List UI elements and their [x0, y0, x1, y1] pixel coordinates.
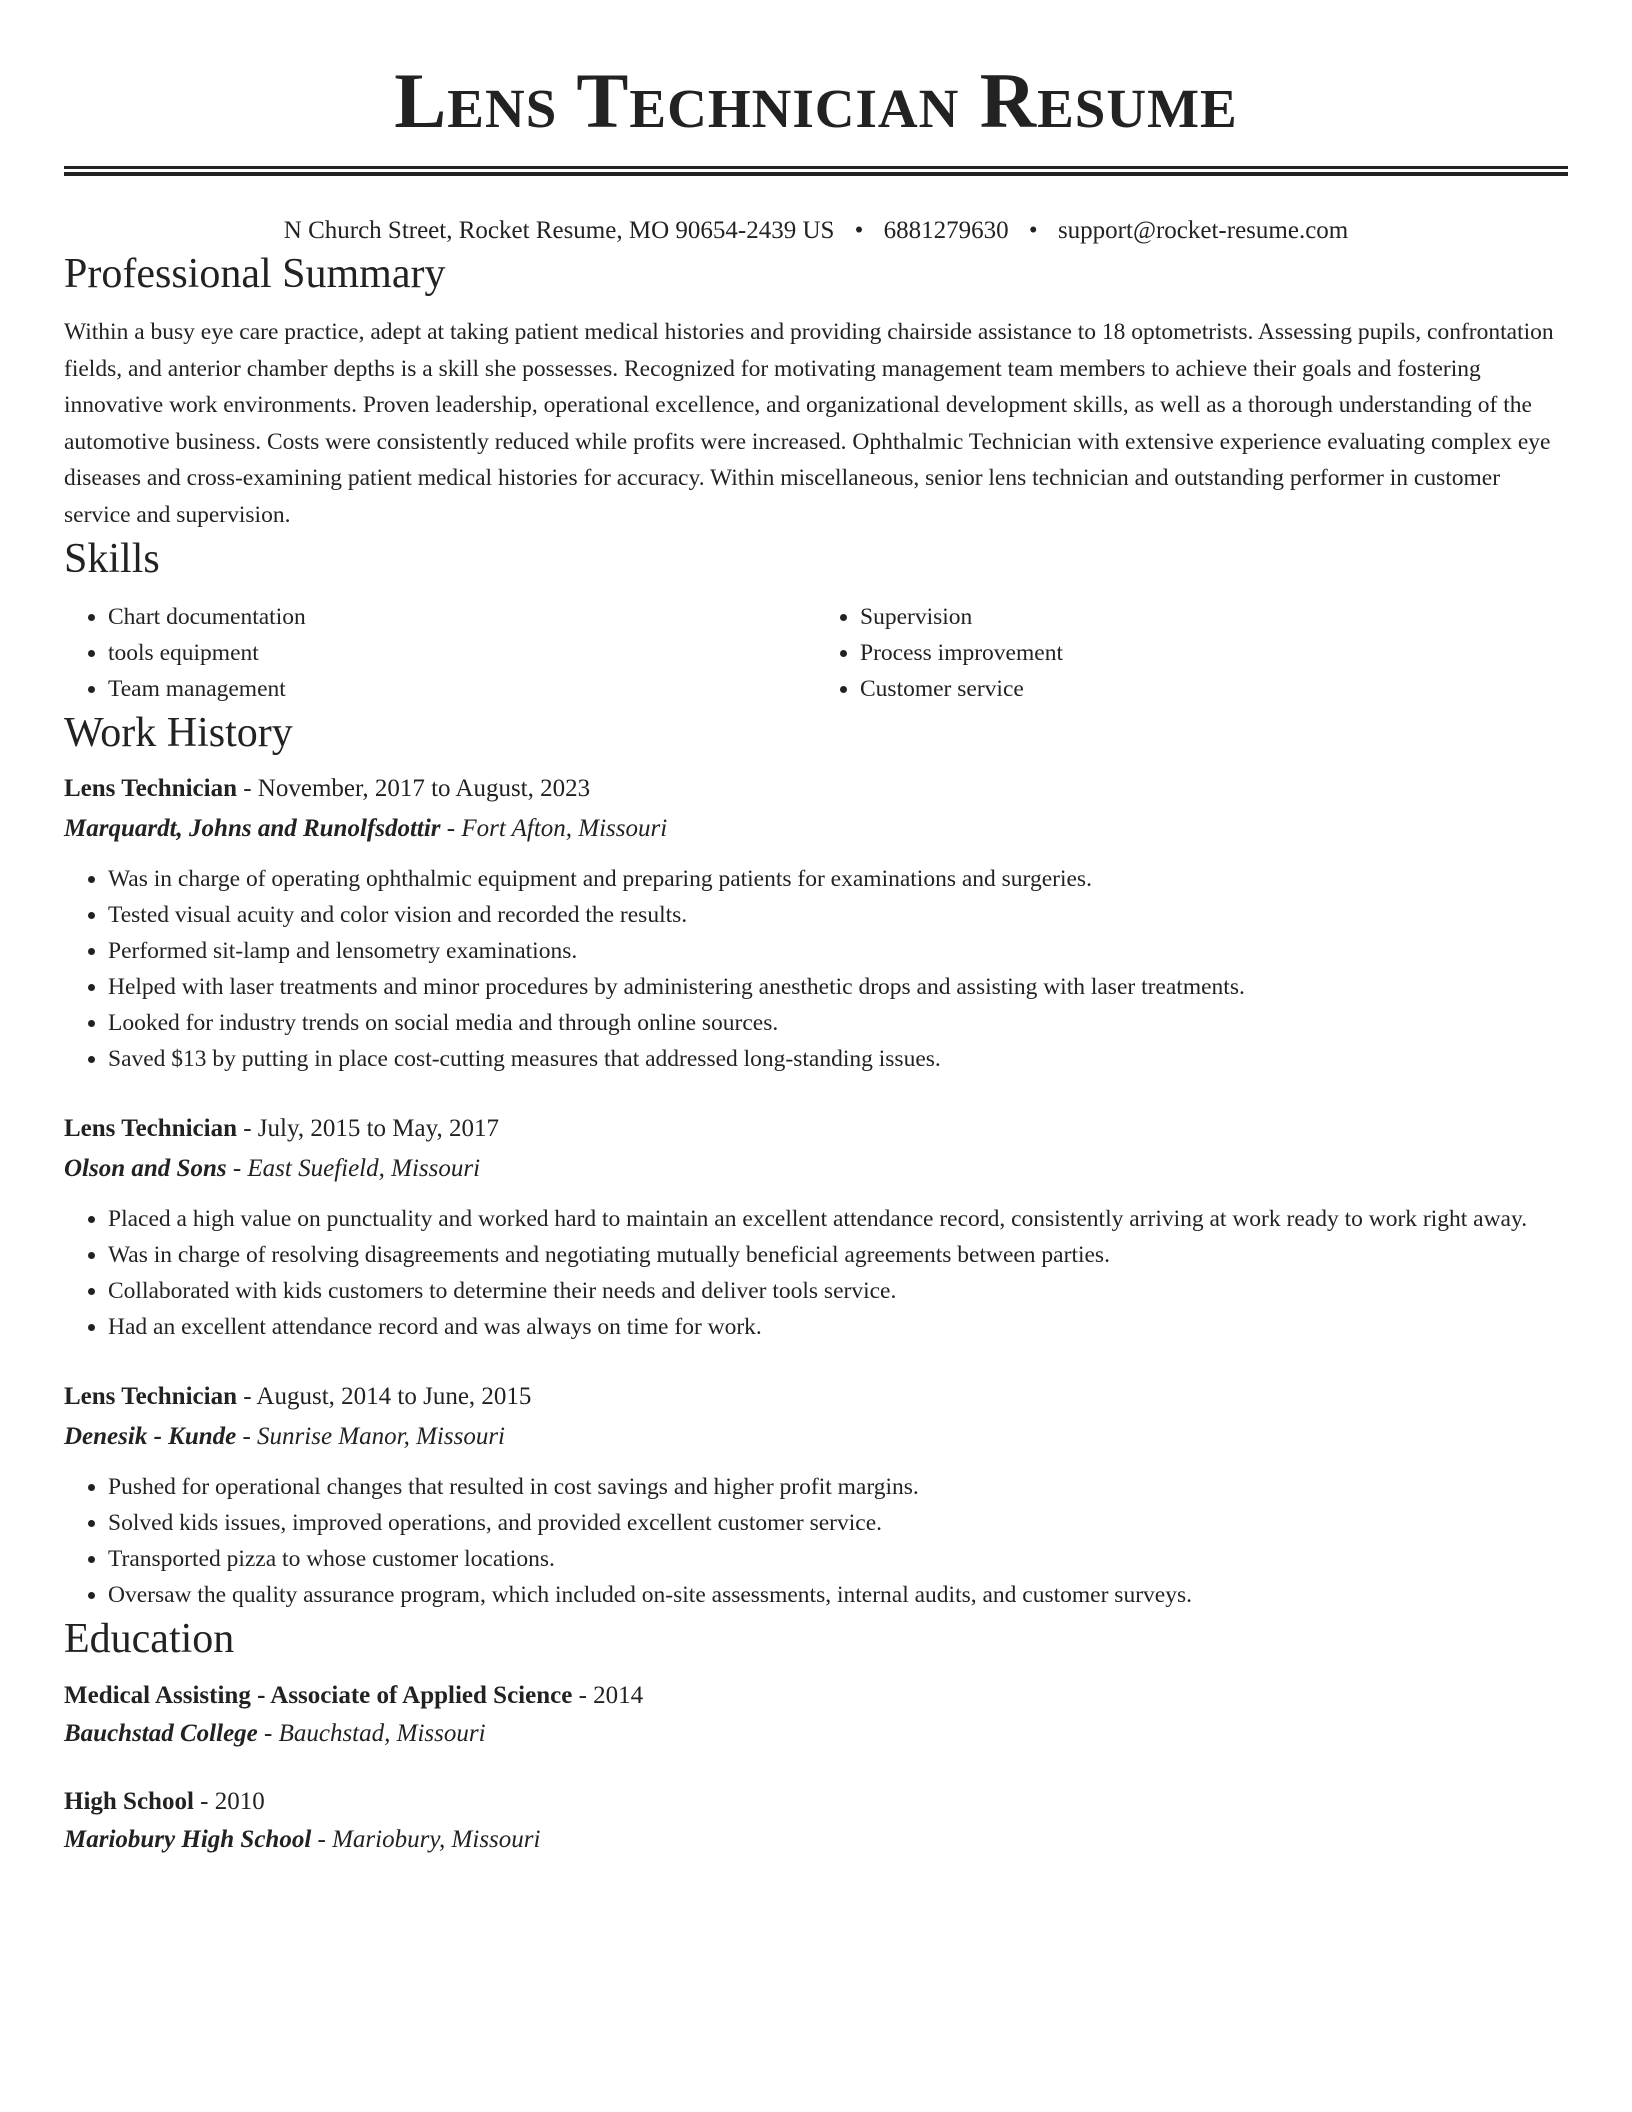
job-title-line	[64, 769, 1568, 809]
job-role: Lens Technician	[64, 1383, 237, 1410]
skill-item: • Chart documentation	[108, 599, 816, 635]
work-history-heading: Work History	[64, 710, 293, 756]
job-company-line	[64, 809, 1568, 849]
education-degree: High School	[64, 1788, 194, 1815]
contact-separator: •	[1028, 217, 1038, 244]
contact-address: N Church Street, Rocket Resume, MO 90654-2439 US	[283, 217, 835, 244]
job-location: - East Suefield, Missouri	[226, 1155, 481, 1182]
skills-column-left	[64, 599, 816, 707]
job-entry	[64, 769, 1568, 1077]
job-bullets	[64, 1201, 1568, 1345]
job-role: Lens Technician	[64, 1115, 237, 1142]
education-school-line	[64, 1715, 1568, 1753]
education-degree-line	[64, 1677, 1568, 1715]
job-bullet: • Pushed for operational changes that resulted in cost savings and higher profit margins.	[108, 1469, 1568, 1505]
job-company: Denesik - Kunde	[64, 1423, 237, 1450]
education-degree-line	[64, 1783, 1568, 1821]
education-degree: Medical Assisting - Associate of Applied Science	[64, 1682, 573, 1709]
education-school: Bauchstad College	[64, 1720, 258, 1747]
resume-title: Lens Technician Resume	[394, 57, 1238, 144]
job-entry	[64, 1377, 1568, 1613]
skill-item: • tools equipment	[108, 635, 816, 671]
education-location: - Bauchstad, Missouri	[257, 1720, 486, 1747]
job-bullet: • Had an excellent attendance record and was always on time for work.	[108, 1309, 1568, 1345]
job-bullets	[64, 1469, 1568, 1613]
job-bullet: • Placed a high value on punctuality and worked hard to maintain an excellent attendance record, consistently arriving at work ready to work right away.	[108, 1201, 1568, 1237]
job-dates: - November, 2017 to August, 2023	[236, 775, 591, 802]
job-bullet: • Solved kids issues, improved operations, and provided excellent customer service.	[108, 1505, 1568, 1541]
job-company-line	[64, 1149, 1568, 1189]
education-location: - Mariobury, Missouri	[311, 1826, 541, 1853]
skills-heading: Skills	[64, 536, 160, 582]
job-bullet: • Transported pizza to whose customer locations.	[108, 1541, 1568, 1577]
education-year: - 2010	[193, 1788, 265, 1815]
job-bullet: • Tested visual acuity and color vision and recorded the results.	[108, 897, 1568, 933]
job-company: Olson and Sons	[64, 1155, 227, 1182]
job-bullet: • Was in charge of resolving disagreements and negotiating mutually beneficial agreements between parties.	[108, 1237, 1568, 1273]
job-bullet: • Collaborated with kids customers to determine their needs and deliver tools service.	[108, 1273, 1568, 1309]
education-school-line	[64, 1821, 1568, 1859]
skill-item: • Team management	[108, 671, 816, 707]
job-bullets	[64, 861, 1568, 1077]
skill-item: • Supervision	[860, 599, 1568, 635]
job-entry	[64, 1109, 1568, 1345]
job-bullet: • Helped with laser treatments and minor procedures by administering anesthetic drops and assisting with laser treatments.	[108, 969, 1568, 1005]
job-bullet: • Saved $13 by putting in place cost-cutting measures that addressed long-standing issues.	[108, 1041, 1568, 1077]
job-bullet: • Oversaw the quality assurance program, which included on-site assessments, internal audits, and customer surveys.	[108, 1577, 1568, 1613]
job-role: Lens Technician	[64, 775, 237, 802]
job-location: - Sunrise Manor, Missouri	[236, 1423, 505, 1450]
contact-line	[64, 214, 1568, 248]
contact-email: support@rocket-resume.com	[1057, 217, 1349, 244]
contact-phone: 6881279630	[883, 217, 1009, 244]
education-school: Mariobury High School	[64, 1826, 312, 1853]
education-entry	[64, 1677, 1568, 1753]
job-dates: - July, 2015 to May, 2017	[236, 1115, 500, 1142]
job-company-line	[64, 1417, 1568, 1457]
skill-item: • Customer service	[860, 671, 1568, 707]
job-company: Marquardt, Johns and Runolfsdottir	[64, 815, 441, 842]
skill-item: • Process improvement	[860, 635, 1568, 671]
job-bullet: • Performed sit-lamp and lensometry examinations.	[108, 933, 1568, 969]
education-entry	[64, 1783, 1568, 1859]
education-year: - 2014	[572, 1682, 644, 1709]
summary-heading: Professional Summary	[64, 251, 446, 297]
skills-list	[64, 599, 1568, 707]
education-heading: Education	[64, 1616, 235, 1662]
skills-column-right	[816, 599, 1568, 707]
job-bullet: • Looked for industry trends on social media and through online sources.	[108, 1005, 1568, 1041]
title-divider	[64, 166, 1568, 176]
job-location: - Fort Afton, Missouri	[440, 815, 668, 842]
contact-separator: •	[854, 217, 864, 244]
job-title-line	[64, 1377, 1568, 1417]
job-dates: - August, 2014 to June, 2015	[236, 1383, 532, 1410]
summary-text: Within a busy eye care practice, adept at taking patient medical histories and providing chairside assistance to 18 optometrists. Assessing pupils, confrontation fields, and anterior chamber depths is a skill she possesses. Recognized for motivating management team members to achieve their goals and fostering innovative work environments. Proven leadership, operational excellence, and organizational development skills, as well as a thorough understanding of the automotive business. Costs were consistently reduced while profits were increased. Ophthalmic Technician with extensive experience evaluating complex eye diseases and cross-examining patient medical histories for accuracy. Within miscellaneous, senior lens technician and outstanding performer in customer service and supervision.	[64, 319, 1554, 528]
job-title-line	[64, 1109, 1568, 1149]
job-bullet: • Was in charge of operating ophthalmic equipment and preparing patients for examinations and surgeries.	[108, 861, 1568, 897]
